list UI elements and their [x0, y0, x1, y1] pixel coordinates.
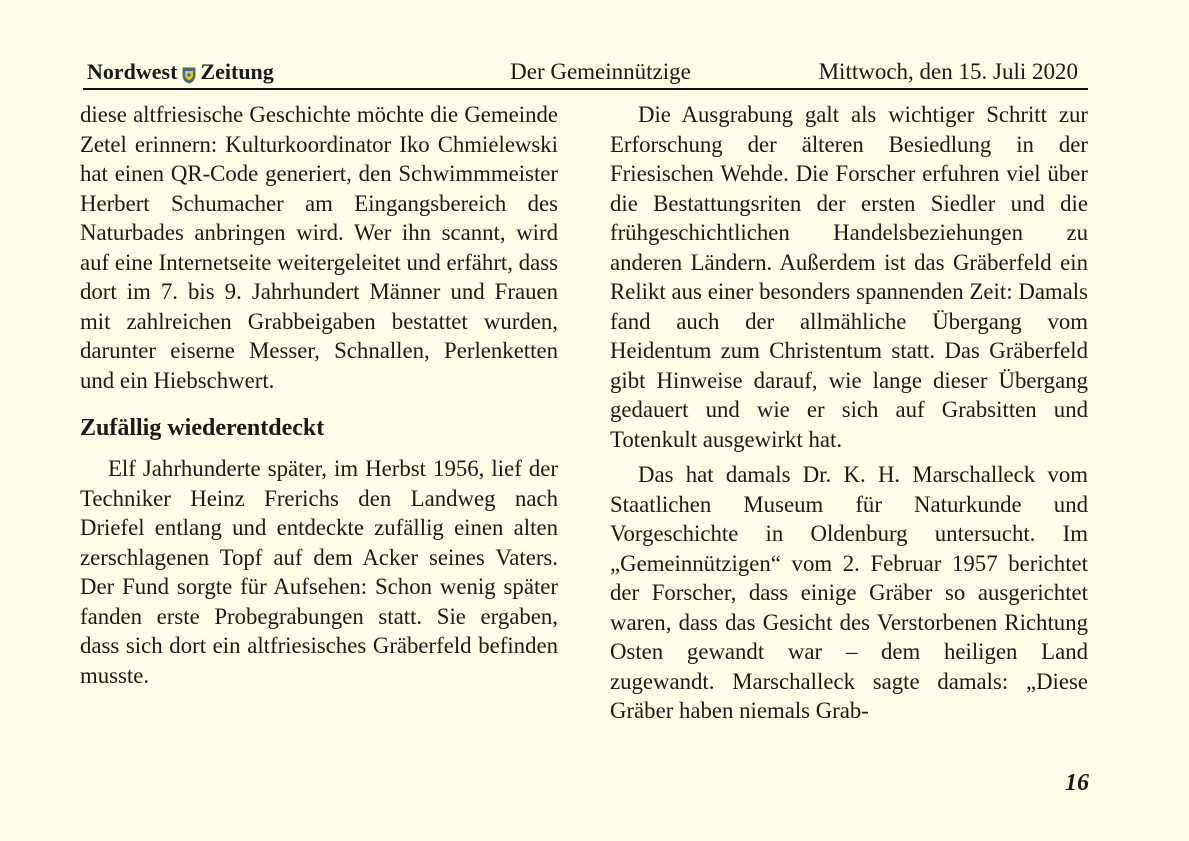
section-title: Der Gemeinnützige [510, 59, 691, 84]
left-paragraph-1: diese altfriesische Geschichte möchte die Gemeinde Zetel erinnern: Kulturkoordinator Iko Chmielewski hat einen QR-Code generiert, den Schwimmmeister Herbert Schumacher am Eingangsbereich des Naturbades anbringen wird. Wer ihn scannt, wird auf eine Internetseite weitergeleitet und erfährt, dass dort im 7. bis 9. Jahrhundert Männer und Frauen mit zahlreichen Grabbeigaben bestattet wurden, darunter eiserne Messer, Schnallen, Perlenketten und ein Hiebschwert. [80, 102, 558, 393]
issue-date: Mittwoch, den 15. Juli 2020 [818, 59, 1078, 84]
right-paragraph-2: Das hat damals Dr. K. H. Marschalleck vom Staatlichen Museum für Naturkunde und Vorgeschichte in Oldenburg untersucht. Im „Gemeinnützigen“ vom 2. Februar 1957 berichtet der Forscher, dass einige Gräber so ausgerichtet waren, dass das Gesicht des Verstorbenen Richtung Osten gewandt war – dem heiligen Land zugewandt. Marschalleck sagte damals: „Diese Gräber haben niemals Grab- [610, 462, 1088, 723]
left-paragraph-2: Elf Jahrhunderte später, im Herbst 1956, lief der Techniker Heinz Frerichs den Landweg nach Driefel entlang und entdeckte zufällig einen alten zerschlagenen Topf auf dem Acker seines Vaters. Der Fund sorgte für Aufsehen: Schon wenig später fanden erste Probegrabungen statt. Sie ergaben, dass sich dort ein altfriesisches Gräberfeld befinden musste. [80, 456, 558, 688]
left-column [80, 100, 558, 690]
brand-name-part-2: Zeitung [200, 59, 274, 84]
page-number: 16 [1065, 770, 1089, 796]
right-paragraph-1: Die Ausgrabung galt als wichtiger Schritt zur Erforschung der älteren Besiedlung in der Friesischen Wehde. Die Forscher erfuhren viel über die Bestattungsriten der ersten Siedler und die frühgeschichtlichen Handelsbeziehungen zu anderen Ländern. Außerdem ist das Gräberfeld ein Relikt aus einer besonders spannenden Zeit: Damals fand auch der allmähliche Übergang vom Heidentum zum Christentum statt. Das Gräberfeld gibt Hinweise darauf, wie lange dieser Übergang gedauert und wie er sich auf Grabsitten und Totenkult ausgewirkt hat. [610, 102, 1088, 452]
subheading: Zufällig wiederentdeckt [80, 415, 325, 441]
right-column [610, 100, 1088, 726]
brand-name-part-1: Nordwest [87, 59, 178, 84]
page-header [83, 58, 1088, 90]
